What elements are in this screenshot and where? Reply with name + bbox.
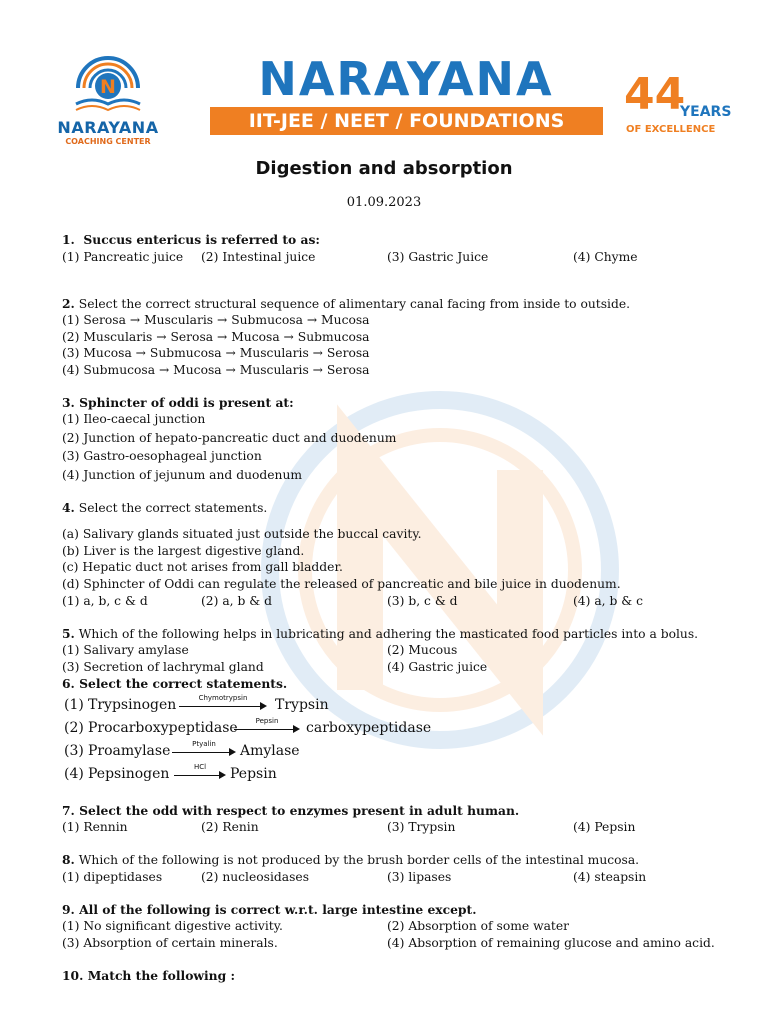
- arrow-icon: [174, 762, 226, 783]
- reaction-1: (1) Trypsinogen Chymotrypsin Trypsin: [64, 693, 329, 713]
- reactant: Procarboxypeptidase: [88, 719, 238, 736]
- option: (1) Serosa → Muscularis → Submucosa → Mucosa: [62, 313, 370, 328]
- question-7: [62, 803, 742, 837]
- option: (4) Submucosa → Mucosa → Muscularis → Serosa: [62, 362, 370, 377]
- arrow-icon: [179, 693, 267, 714]
- statement: (a) Salivary glands situated just outside the buccal cavity.: [62, 527, 422, 542]
- option-row: [62, 935, 742, 952]
- question-list: [62, 232, 742, 985]
- option-row: [62, 642, 742, 659]
- question-4: [62, 500, 742, 610]
- brand-banner: IIT-JEE / NEET / FOUNDATIONS: [210, 107, 603, 135]
- option: (3) Trypsin: [387, 820, 456, 835]
- option: (1) Ileo-caecal junction: [62, 412, 206, 427]
- page-header: [0, 40, 768, 146]
- option: (4) Chyme: [573, 249, 638, 264]
- option: (3) Mucosa → Submucosa → Muscularis → Serosa: [62, 346, 370, 361]
- product: Pepsin: [230, 765, 277, 782]
- reactant: Trypsinogen: [88, 696, 177, 713]
- option-row: [62, 249, 742, 266]
- years-label: YEARS: [680, 104, 732, 120]
- option: (4) steapsin: [573, 869, 647, 884]
- logo-subtitle: COACHING CENTER: [65, 137, 151, 146]
- question-stem: 2. Select the correct structural sequence of alimentary canal facing from inside to outside.: [62, 295, 631, 311]
- option-row: [62, 593, 742, 610]
- option: (1) Salivary amylase: [62, 643, 189, 658]
- question-6: [62, 676, 742, 785]
- option-row: [62, 819, 742, 836]
- option: (1) dipeptidases: [62, 869, 163, 884]
- statement: (c) Hepatic duct not arises from gall bladder.: [62, 560, 343, 575]
- option: (2) Renin: [201, 820, 259, 835]
- logo-letter: N: [100, 76, 116, 98]
- question-stem: 1. Succus entericus is referred to as:: [62, 232, 320, 247]
- question-stem: 4. Select the correct statements.: [62, 499, 268, 515]
- product: Trypsin: [275, 696, 329, 713]
- question-stem: 3. Sphincter of oddi is present at:: [62, 394, 294, 410]
- option: (2) Junction of hepato-pancreatic duct and duodenum: [62, 430, 397, 445]
- reactant: Pepsinogen: [88, 765, 170, 782]
- option: (4) a, b & c: [573, 593, 643, 608]
- question-8: [62, 852, 742, 886]
- question-stem: 8. Which of the following is not produced by the brush border cells of the intestinal mucosa.: [62, 852, 640, 868]
- option: (3) Gastric Juice: [387, 249, 489, 264]
- question-stem: 7. Select the odd with respect to enzymes present in adult human.: [62, 802, 520, 818]
- option: (1) No significant digestive activity.: [62, 919, 283, 934]
- option: (4) Gastric juice: [387, 660, 488, 675]
- years-badge: [622, 70, 732, 150]
- option-row: [62, 918, 742, 935]
- option-row: [62, 869, 742, 886]
- question-stem: 5. Which of the following helps in lubricating and adhering the masticated food particles into a bolus.: [62, 625, 699, 641]
- option: (2) Muscularis → Serosa → Mucosa → Submucosa: [62, 329, 370, 344]
- years-subtitle: OF EXCELLENCE: [626, 124, 716, 135]
- statement: (d) Sphincter of Oddi can regulate the released of pancreatic and bile juice in duodenum.: [62, 576, 621, 591]
- arrow-icon: [172, 739, 236, 760]
- option: (3) Gastro-oesophageal junction: [62, 449, 262, 464]
- option: (4) Junction of jejunum and duodenum: [62, 467, 303, 482]
- question-stem: 6. Select the correct statements.: [62, 676, 288, 692]
- arrow-icon: [234, 716, 300, 737]
- product: carboxypeptidase: [306, 719, 432, 736]
- enzyme-label: Pepsin: [255, 716, 279, 725]
- question-2: [62, 296, 742, 379]
- years-number: 44: [624, 69, 686, 120]
- enzyme-label: Chymotrypsin: [198, 693, 248, 702]
- option: (3) Absorption of certain minerals.: [62, 936, 278, 951]
- reactant: Proamylase: [88, 742, 171, 759]
- option: (2) Intestinal juice: [201, 249, 316, 264]
- brand-title: NARAYANA: [258, 52, 554, 106]
- enzyme-label: HCl: [193, 762, 207, 771]
- option: (2) nucleosidases: [201, 869, 310, 884]
- logo-name: NARAYANA: [57, 118, 159, 137]
- question-9: [62, 902, 742, 953]
- document-title: Digestion and absorption: [255, 158, 513, 179]
- narayana-logo: [38, 48, 178, 148]
- option: (2) a, b & d: [201, 593, 272, 608]
- option: (1) a, b, c & d: [62, 593, 148, 608]
- option: (4) Pepsin: [573, 820, 636, 835]
- product: Amylase: [240, 742, 300, 759]
- option: (4) Absorption of remaining glucose and amino acid.: [387, 936, 715, 951]
- question-10: [62, 968, 742, 985]
- book-logo-icon: [70, 48, 146, 118]
- option: (1) Pancreatic juice: [62, 249, 184, 264]
- option: (3) Secretion of lachrymal gland: [62, 660, 264, 675]
- option: (2) Mucous: [387, 643, 458, 658]
- document-date: 01.09.2023: [346, 195, 422, 210]
- enzyme-label: Ptyalin: [192, 739, 216, 748]
- question-5: [62, 626, 742, 677]
- option: (2) Absorption of some water: [387, 919, 570, 934]
- option: (3) b, c & d: [387, 593, 458, 608]
- option: (1) Rennin: [62, 820, 128, 835]
- question-stem: 10. Match the following :: [62, 968, 236, 984]
- reaction-2: (2) Procarboxypeptidase Pepsin carboxypeptidase: [64, 716, 432, 736]
- reaction-4: (4) Pepsinogen HCl Pepsin: [64, 762, 277, 782]
- question-stem: 9. All of the following is correct w.r.t. large intestine except.: [62, 901, 477, 917]
- question-1: [62, 232, 742, 266]
- option: (3) lipases: [387, 869, 452, 884]
- reaction-3: (3) Proamylase Ptyalin Amylase: [64, 739, 300, 759]
- option-row: [62, 659, 742, 676]
- question-3: [62, 395, 742, 484]
- statement: (b) Liver is the largest digestive gland.: [62, 543, 305, 558]
